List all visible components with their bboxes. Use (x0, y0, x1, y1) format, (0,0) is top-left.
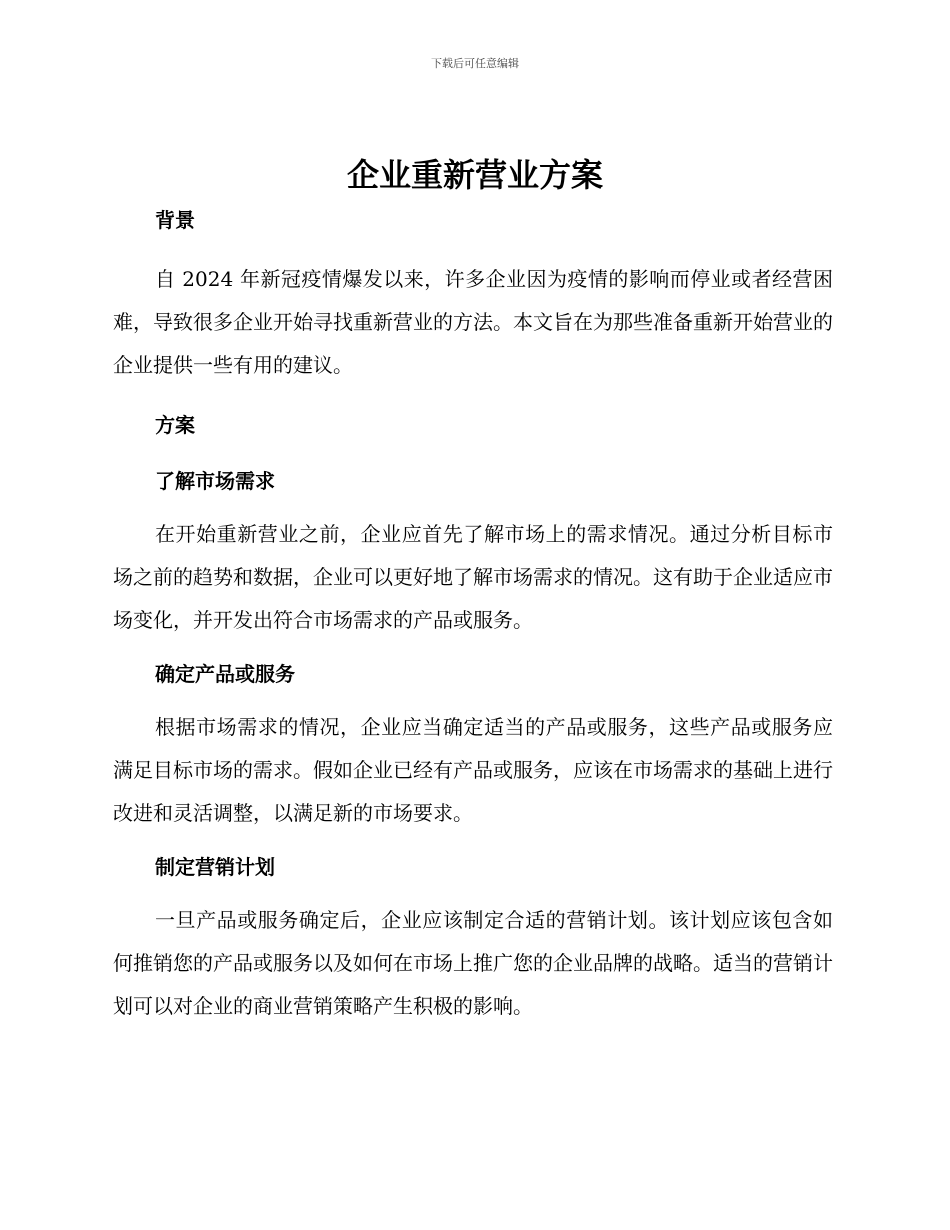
document-body (113, 202, 833, 1028)
section-heading-product-service: 确定产品或服务 (155, 662, 295, 686)
section-paragraph-background: 自 2024 年新冠疫情爆发以来，许多企业因为疫情的影响而停业或者经营困难，导致很多企业开始寻找重新营业的方法。本文旨在为那些准备重新开始营业的企业提供一些有用的建议。 (113, 267, 833, 377)
document-title: 企业重新营业方案 (346, 156, 603, 194)
section-heading-marketing-plan: 制定营销计划 (155, 855, 275, 879)
section-paragraph-market-demand: 在开始重新营业之前，企业应首先了解市场上的需求情况。通过分析目标市场之前的趋势和数据，企业可以更好地了解市场需求的情况。这有助于企业适应市场变化，并开发出符合市场需求的产品或服务。 (113, 522, 833, 632)
section-heading-market-demand: 了解市场需求 (155, 469, 275, 493)
section-paragraph-marketing-plan: 一旦产品或服务确定后，企业应该制定合适的营销计划。该计划应该包含如何推销您的产品或服务以及如何在市场上推广您的企业品牌的战略。适当的营销计划可以对企业的商业营销策略产生积极的影响。 (113, 908, 833, 1018)
header-note: 下载后可任意编辑 (431, 57, 519, 70)
section-heading-background: 背景 (155, 208, 195, 232)
section-paragraph-product-service: 根据市场需求的情况，企业应当确定适当的产品或服务，这些产品或服务应满足目标市场的需求。假如企业已经有产品或服务，应该在市场需求的基础上进行改进和灵活调整，以满足新的市场要求。 (113, 715, 833, 825)
section-heading-plan: 方案 (155, 413, 195, 437)
